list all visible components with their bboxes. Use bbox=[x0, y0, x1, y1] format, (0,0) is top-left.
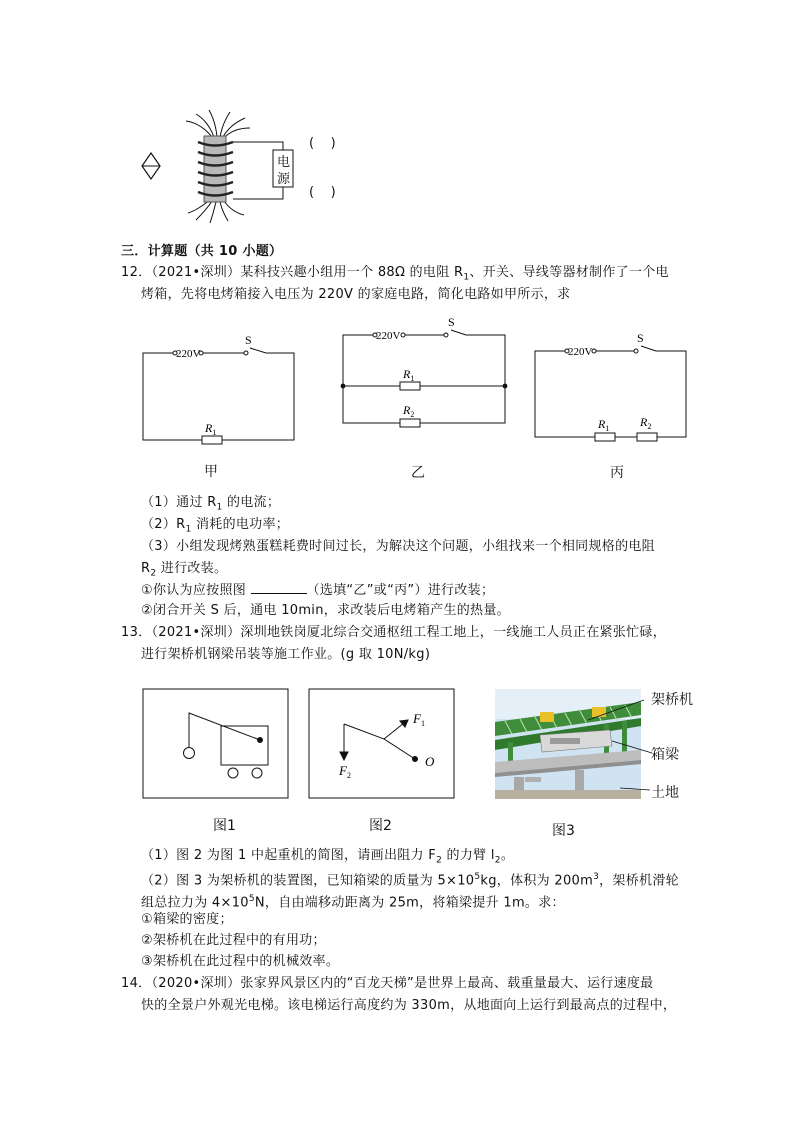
power-label-2: 源 bbox=[277, 172, 291, 187]
r1-label-bing: $R_1$ bbox=[598, 417, 610, 433]
answer-blank[interactable] bbox=[251, 580, 307, 594]
r1-label-jia: $R_1$ bbox=[205, 421, 217, 437]
q13-line2: 进行架桥机钢梁吊装等施工作业。(g 取 10N/kg) bbox=[141, 647, 431, 662]
solenoid-figure bbox=[0, 0, 794, 240]
pivot-o-label: O bbox=[425, 754, 435, 769]
label-bridge-machine: 架桥机 bbox=[651, 692, 693, 708]
resistor-r2-bing bbox=[637, 433, 657, 441]
q12-sub3b: $R_2$ 进行改装。 bbox=[141, 561, 228, 579]
caption-bing: 丙 bbox=[610, 465, 624, 481]
caption-fig2: 图2 bbox=[369, 818, 392, 834]
caption-yi: 乙 bbox=[411, 465, 425, 481]
voltage-label-yi: 220V bbox=[376, 330, 401, 342]
crane-fig1 bbox=[143, 689, 288, 798]
q14-line2: 快的全景户外观光电梯。该电梯运行高度约为 330m，从地面向上运行到最高点的过程中， bbox=[141, 998, 677, 1013]
q13-sub2-line1: （2）图 3 为架桥机的装置图，已知箱梁的质量为 $5\times 10^5kg$，体积为 $200m^3$，架桥机滑轮 bbox=[141, 872, 679, 889]
paren-bottom: ( ) bbox=[309, 185, 336, 200]
resistor-r2-yi bbox=[400, 419, 420, 427]
switch-label-jia: S bbox=[245, 333, 252, 347]
voltage-label-bing: 220V bbox=[568, 346, 593, 358]
switch-label-bing: S bbox=[637, 331, 644, 345]
r2-label-yi: $R_2$ bbox=[403, 403, 415, 419]
caption-fig1: 图1 bbox=[213, 818, 236, 834]
q14-line1: 14．（2020•深圳）张家界风景区内的“百龙天梯”是世界上最高、载重量最大、运行速度最 bbox=[121, 976, 654, 991]
paren-top: ( ) bbox=[309, 136, 336, 151]
r1-label-yi: $R_1$ bbox=[403, 367, 415, 383]
caption-fig3: 图3 bbox=[552, 823, 575, 839]
q13-sub2-line2: 组总拉力为 $4\times 10^5N$，自由端移动距离为 25m，将箱梁提升 1m。求： bbox=[141, 894, 565, 911]
circuit-jia bbox=[143, 348, 294, 444]
q13-line1: 13．（2021•深圳）深圳地铁岗厦北综合交通枢纽工程工地上，一线施工人员正在紧张忙碌， bbox=[121, 625, 666, 640]
resistor-r1-yi bbox=[400, 382, 420, 390]
f1-label: $F_1$ bbox=[413, 711, 425, 728]
q12-sub3: （3）小组发现烤熟蛋糕耗费时间过长，为解决这个问题，小组找来一个相同规格的电阻 bbox=[141, 539, 655, 554]
voltage-label-jia: 220V bbox=[176, 348, 201, 360]
compass-needle-icon bbox=[142, 153, 160, 179]
q12-choice1: ①你认为应按照图 （选填“乙”或“丙”）进行改装； bbox=[141, 580, 494, 601]
section-title: 三．计算题（共 10 小题） bbox=[121, 244, 283, 259]
resistor-r1-bing bbox=[595, 433, 615, 441]
q12-line1: 12．（2021•深圳）某科技兴趣小组用一个 88Ω 的电阻 $R_1$、开关、导线等器材制作了一个电 bbox=[121, 265, 669, 283]
field-lines-top bbox=[186, 110, 250, 137]
q12-sub1: （1）通过 $R_1$ 的电流； bbox=[141, 495, 281, 513]
q13-choice3: ③架桥机在此过程中的机械效率。 bbox=[141, 954, 340, 969]
field-lines-bottom bbox=[188, 200, 244, 223]
label-box-girder: 箱梁 bbox=[651, 747, 679, 763]
circuit-bing bbox=[535, 346, 686, 441]
power-label-1: 电 bbox=[277, 155, 291, 170]
bridge-photo bbox=[495, 689, 641, 799]
switch-label-yi: S bbox=[448, 315, 455, 329]
junction-left-yi bbox=[341, 384, 346, 389]
f2-label: $F_2$ bbox=[339, 763, 351, 780]
q13-choice2: ②架桥机在此过程中的有用功； bbox=[141, 933, 326, 948]
q12-choice2: ②闭合开关 S 后，通电 10min，求改装后电烤箱产生的热量。 bbox=[141, 603, 510, 618]
junction-right-yi bbox=[503, 384, 508, 389]
caption-jia: 甲 bbox=[204, 464, 218, 480]
circuit-diagrams bbox=[0, 310, 794, 510]
q12-sub2: $(2)R_1$ 消耗的电功率； bbox=[141, 517, 290, 535]
label-ground: 土地 bbox=[651, 785, 679, 801]
crane-fig2 bbox=[309, 689, 454, 798]
r2-label-bing: $R_2$ bbox=[640, 415, 652, 431]
q12-line2: 烤箱，先将电烤箱接入电压为 220V 的家庭电路，简化电路如甲所示，求 bbox=[141, 287, 571, 302]
circuit-yi bbox=[343, 330, 505, 427]
q13-sub1: （1）图 2 为图 1 中起重机的简图，请画出阻力 $F_2$ 的力臂 $l_2$。 bbox=[141, 848, 515, 866]
resistor-r1-jia bbox=[202, 436, 222, 444]
q13-choice1: ①箱梁的密度； bbox=[141, 912, 233, 927]
